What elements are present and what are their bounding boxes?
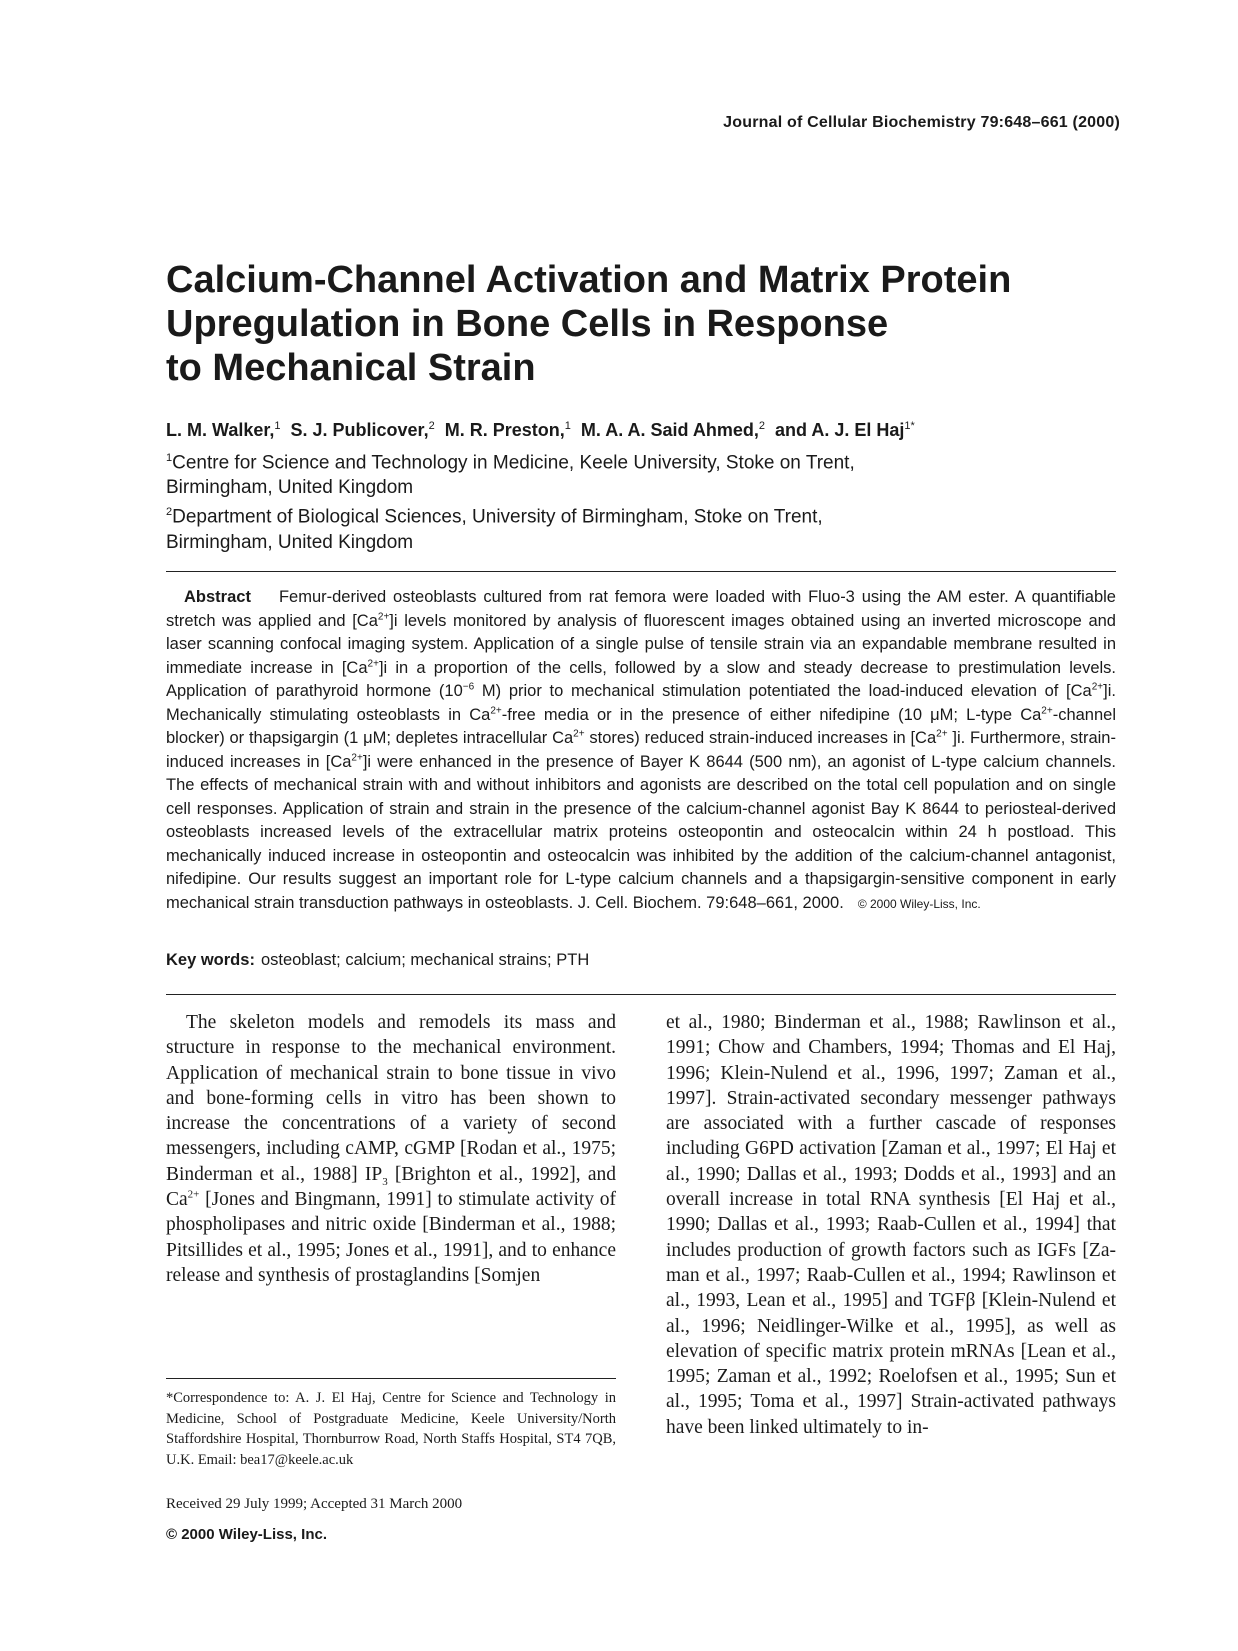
superscript: 2+ xyxy=(187,1188,200,1201)
superscript: 2+ xyxy=(377,611,390,622)
article-title xyxy=(166,258,1086,390)
abstract-text: stores) reduced strain-induced increases in [Ca xyxy=(584,729,937,747)
body-column-right xyxy=(666,1010,1116,1440)
affiliation-text: Centre for Science and Technology in Medicine, Keele University, Stoke on Trent, xyxy=(172,452,855,474)
author-affil-marker: 1* xyxy=(904,420,915,432)
author: M. A. A. Said Ahmed, xyxy=(580,420,759,440)
author-affil-marker: 2 xyxy=(428,420,435,432)
abstract-text: -channel blocker) or thapsigargin (1 μM; depletes intracellular Ca xyxy=(166,705,1116,747)
author: and A. J. El Haj xyxy=(775,420,905,440)
title-line: Calcium-Channel Activation and Matrix Protein xyxy=(166,259,1012,301)
affil-marker: 2 xyxy=(166,506,173,519)
affiliations xyxy=(166,446,1086,555)
abstract-text: ]i levels monitored by analysis of fluorescent images obtained using an inverted microscope and laser scanning confocal imaging system. Application of a single pulse of tensile strain via an expandable membrane resulted in immediate increase in [Ca xyxy=(166,611,1116,677)
abstract-text: Femur-derived osteoblasts cultured from rat femora were loaded with Fluo-3 using the AM ester. A quantifiable stretch was applied and [Ca xyxy=(166,588,1116,630)
copyright-notice: © 2000 Wiley-Liss, Inc. xyxy=(166,1526,327,1543)
footnote-divider xyxy=(166,1378,616,1379)
author: S. J. Publicover, xyxy=(290,420,429,440)
divider xyxy=(166,571,1116,572)
affiliation-line xyxy=(166,446,1086,475)
abstract-copyright: © 2000 Wiley-Liss, Inc. xyxy=(857,896,981,911)
body-paragraph: et al., 1980; Binderman et al., 1988; Rawlinson et al., 1991; Chow and Chambers, 1994; Thomas and El Haj, 1996; Klein-Nulend et al., 1996, 1997; Zaman et al., 1997]. Strain-activated secondary messenger pathways are associated with a further cascade of responses including G6PD activation [Zaman et al., 1997; El Haj et al., 1990; Dallas et al., 1993; Dodds et al., 1993] and an overall increase in total RNA synthesis [El Haj et al., 1990; Dallas et al., 1993; Raab-Cullen et al., 1994] that includes production of growth factors such as IGFs [Zaman et al., 1997; Raab-Cullen et al., 1994; Rawlinson et al., 1993, Lean et al., 1995] and TGFβ [Klein-Nulend et al., 1996; Neidlinger-Wilke et al., 1995], as well as elevation of specific matrix protein mRNAs [Lean et al., 1995; Zaman et al., 1992; Roelofsen et al., 1995; Sun et al., 1995; Toma et al., 1997] Strain-activated pathways have been linked ultimately to in- xyxy=(666,1012,1116,1438)
abstract-text: ]i were enhanced in the presence of Bayer K 8644 (500 nm), an agonist of L-type calcium channels. The effects of mechanical strain with and without inhibitors and agonists are described on the total cell population and on single cell responses. Application of strain and strain in the presence of the calcium-channel agonist Bay K 8644 to periosteal-derived osteoblasts increased levels of the extracellular matrix proteins osteopontin and osteocalcin within 24 h postload. This mechanically induced increase in osteopontin and osteocalcin was inhibited by the addition of the calcium-channel antagonist, nifedipine. Our results suggest an important role for L-type calcium channels and a thapsigargin-sensitive component in early mechanical strain transduction pathways in osteoblasts. J. Cell. Biochem. 79:648–661, 2000. xyxy=(166,752,1117,912)
superscript: 2+ xyxy=(573,728,585,740)
subscript: 3 xyxy=(382,1175,388,1188)
abstract-text: ]i. Mechanically stimulating osteoblasts in Ca xyxy=(166,682,1116,724)
affiliation-line: Birmingham, United Kingdom xyxy=(166,531,414,553)
affiliation-line xyxy=(166,500,1086,529)
abstract xyxy=(166,586,1116,916)
body-text: [Brighton et al., 1992], and Ca xyxy=(166,1163,617,1211)
author-affil-marker: 2 xyxy=(758,420,766,432)
author-list xyxy=(166,414,1086,442)
superscript: 2+ xyxy=(1091,681,1104,693)
superscript: 2+ xyxy=(490,705,502,716)
received-dates: Received 29 July 1999; Accepted 31 March 2000 xyxy=(166,1496,463,1512)
abstract-text: -free media or in the presence of either nifedipine (10 μM; L-type Ca xyxy=(501,705,1042,724)
correspondence-footnote: *Correspondence to: A. J. El Haj, Centre for Science and Technology in Medicine, School of Postgraduate Medicine, Keele University/North Staffordshire Hospital, Thornburrow Road, North Staffs Hospital, ST4 7QB, U.K. Email: bea17@keele.ac.uk xyxy=(166,1390,616,1468)
keywords-label: Key words: xyxy=(166,951,255,969)
affiliation-text: Department of Biological Sciences, University of Birmingham, Stoke on Trent, xyxy=(172,506,823,528)
author-affil-marker: 1 xyxy=(564,420,571,432)
keywords xyxy=(166,951,1116,970)
abstract-text: ]i. Furthermore, strain-induced increases in [Ca xyxy=(166,729,1116,771)
title-line: Upregulation in Bone Cells in Response xyxy=(166,303,889,345)
affiliation-line: Birmingham, United Kingdom xyxy=(166,477,414,499)
author-affil-marker: 1 xyxy=(274,420,281,432)
superscript: −6 xyxy=(462,681,475,693)
superscript: 2+ xyxy=(1041,705,1053,716)
body-column-left xyxy=(166,1010,616,1288)
superscript: 2+ xyxy=(351,752,363,763)
body-paragraph xyxy=(166,1010,616,1288)
superscript: 2+ xyxy=(367,658,379,669)
body-text: [Jones and Bingmann, 1991] to stimulate activity of phospholipases and nitric oxide [Binderman et al., 1988; Pitsillides et al., 1995; Jones et al., 1991], and to enhance release and synthesis of prostaglandins [Somjen xyxy=(166,1189,616,1286)
affil-marker: 1 xyxy=(166,452,173,464)
divider xyxy=(166,994,1116,995)
author: M. R. Preston, xyxy=(444,420,565,440)
keywords-text: osteoblast; calcium; mechanical strains; PTH xyxy=(260,951,590,969)
abstract-text: ]i in a proportion of the cells, followed by a slow and steady decrease to prestimulation levels. Application of parathyroid hormone (10 xyxy=(166,658,1117,700)
abstract-text: M) prior to mechanical stimulation potentiated the load-induced elevation of [Ca xyxy=(474,682,1092,700)
abstract-label: Abstract xyxy=(184,588,251,606)
title-line: to Mechanical Strain xyxy=(166,347,536,389)
journal-citation: Journal of Cellular Biochemistry 79:648–661 (2000) xyxy=(723,114,1120,131)
author: L. M. Walker, xyxy=(166,420,275,440)
superscript: 2+ xyxy=(936,728,948,740)
body-text: The skeleton models and remodels its mass and structure in response to the mechanical environment. Application of mechanical strain to bone tissue in vivo and bone-forming cells in vitro has been shown to increase the concentrations of a variety of second messengers, including cAMP, cGMP [Rodan et al., 1975; Binderman et al., 1988] IP xyxy=(166,1012,616,1185)
